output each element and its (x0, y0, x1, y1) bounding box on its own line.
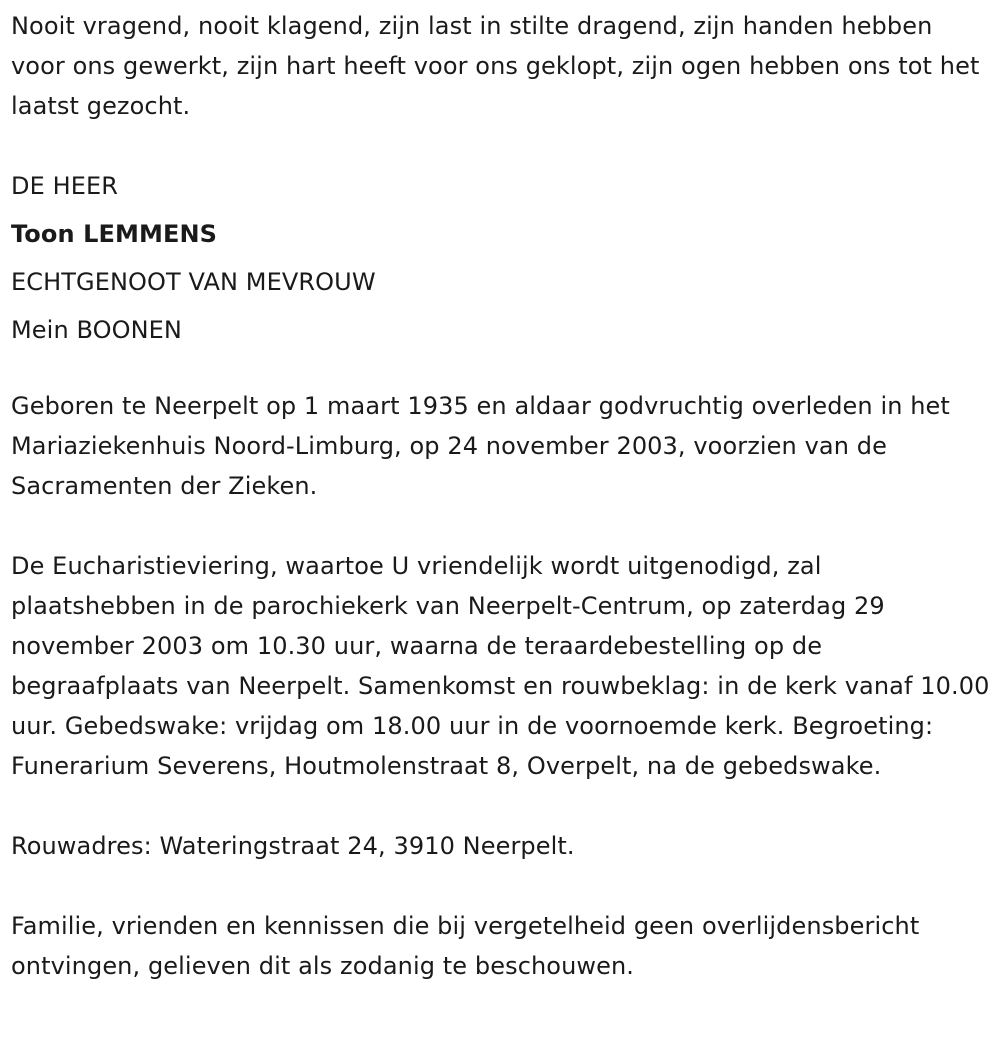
spacer (11, 866, 993, 906)
birth-death-paragraph: Geboren te Neerpelt op 1 maart 1935 en aldaar godvruchtig overleden in het Mariaziekenhuis Noord-Limburg, op 24 november 2003, voorzien van de Sacramenten der Zieken. (11, 392, 950, 500)
deceased-name: Toon LEMMENS (11, 220, 218, 248)
closing-paragraph: Familie, vrienden en kennissen die bij vergetelheid geen overlijdensbericht ontvingen, gelieven dit als zodanig te beschouwen. (11, 912, 920, 980)
title-line: DE HEER (11, 172, 119, 200)
service-paragraph: De Eucharistieviering, waartoe U vriendelijk wordt uitgenodigd, zal plaatshebben in de parochiekerk van Neerpelt-Centrum, op zaterdag 29 november 2003 om 10.30 uur, waarna de teraardebestelling op de begraafplaats van Neerpelt. Samenkomst en rouwbeklag: in de kerk vanaf 10.00 uur. Gebedswake: vrijdag om 18.00 uur in de voornoemde kerk. Begroeting: Funerarium Severens, Houtmolenstraat 8, Overpelt, na de gebedswake. (11, 552, 990, 780)
spacer (11, 506, 993, 546)
spacer (11, 786, 993, 826)
intro-verse: Nooit vragend, nooit klagend, zijn last in stilte dragend, zijn handen hebben voor ons gewerkt, zijn hart heeft voor ons geklopt, zijn ogen hebben ons tot het laatst gezocht. (11, 12, 980, 120)
relation-line: ECHTGENOOT VAN MEVROUW (11, 268, 376, 296)
spouse-name: Mein BOONEN (11, 316, 182, 344)
deceased-heading (11, 162, 993, 354)
obituary-document (11, 6, 993, 986)
mourning-address: Rouwadres: Wateringstraat 24, 3910 Neerpelt. (11, 832, 575, 860)
